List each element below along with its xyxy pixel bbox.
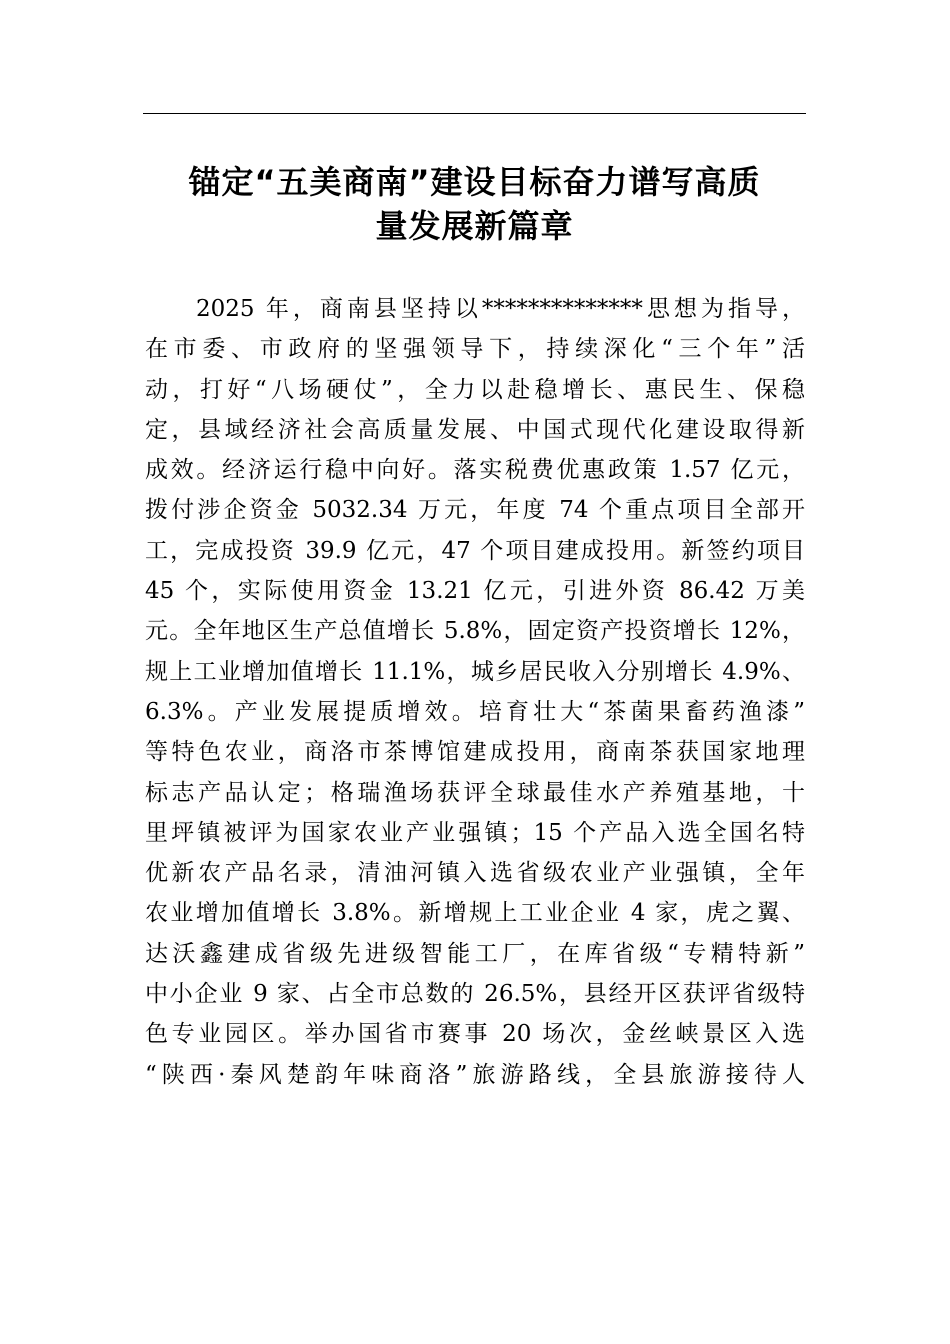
document-title [143, 160, 806, 248]
paragraph-line: 标志产品认定；格瑞渔场获评全球最佳水产养殖基地，十 [145, 779, 805, 806]
body-paragraph [145, 289, 805, 1095]
paragraph-line: “陕西·秦风楚韵年味商洛”旅游路线，全县旅游接待人 [145, 1061, 805, 1088]
paragraph-line: 成效。经济运行稳中向好。落实税费优惠政策 1.57 亿元， [145, 457, 805, 484]
title-line: 量发展新篇章 [375, 207, 574, 245]
paragraph-line: 动，打好“八场硬仗”，全力以赴稳增长、惠民生、保稳 [145, 376, 805, 403]
paragraph-line: 优新农产品名录，清油河镇入选省级农业产业强镇，全年 [145, 860, 805, 887]
paragraph-line: 工，完成投资 39.9 亿元，47 个项目建成投用。新签约项目 [145, 537, 805, 564]
paragraph-line: 元。全年地区生产总值增长 5.8%，固定资产投资增长 12%， [145, 618, 805, 645]
paragraph-line: 6.3%。产业发展提质增效。培育壮大“茶菌果畜药渔漆” [145, 698, 805, 725]
title-line: 锚定“五美商南”建设目标奋力谱写高质 [188, 163, 761, 201]
paragraph-line: 在市委、市政府的坚强领导下，持续深化“三个年”活 [145, 336, 805, 363]
paragraph-line: 等特色农业，商洛市茶博馆建成投用，商南茶获国家地理 [145, 739, 805, 766]
paragraph-line: 色专业园区。举办国省市赛事 20 场次，金丝峡景区入选 [145, 1021, 805, 1048]
paragraph-line: 达沃鑫建成省级先进级智能工厂，在库省级“专精特新” [145, 940, 805, 967]
paragraph-line: 农业增加值增长 3.8%。新增规上工业企业 4 家，虎之翼、 [145, 900, 805, 927]
paragraph-line: 45 个，实际使用资金 13.21 亿元，引进外资 86.42 万美 [145, 578, 805, 605]
paragraph-line: 中小企业 9 家、占全市总数的 26.5%，县经开区获评省级特 [145, 981, 805, 1008]
header-rule [143, 113, 806, 114]
paragraph-line: 2025 年，商南县坚持以**************思想为指导， [196, 296, 805, 322]
paragraph-line: 里坪镇被评为国家农业产业强镇；15 个产品入选全国名特 [145, 819, 805, 846]
paragraph-line: 定，县域经济社会高质量发展、中国式现代化建设取得新 [145, 416, 805, 443]
paragraph-line: 规上工业增加值增长 11.1%，城乡居民收入分别增长 4.9%、 [145, 658, 805, 685]
paragraph-line: 拨付涉企资金 5032.34 万元，年度 74 个重点项目全部开 [145, 497, 805, 524]
